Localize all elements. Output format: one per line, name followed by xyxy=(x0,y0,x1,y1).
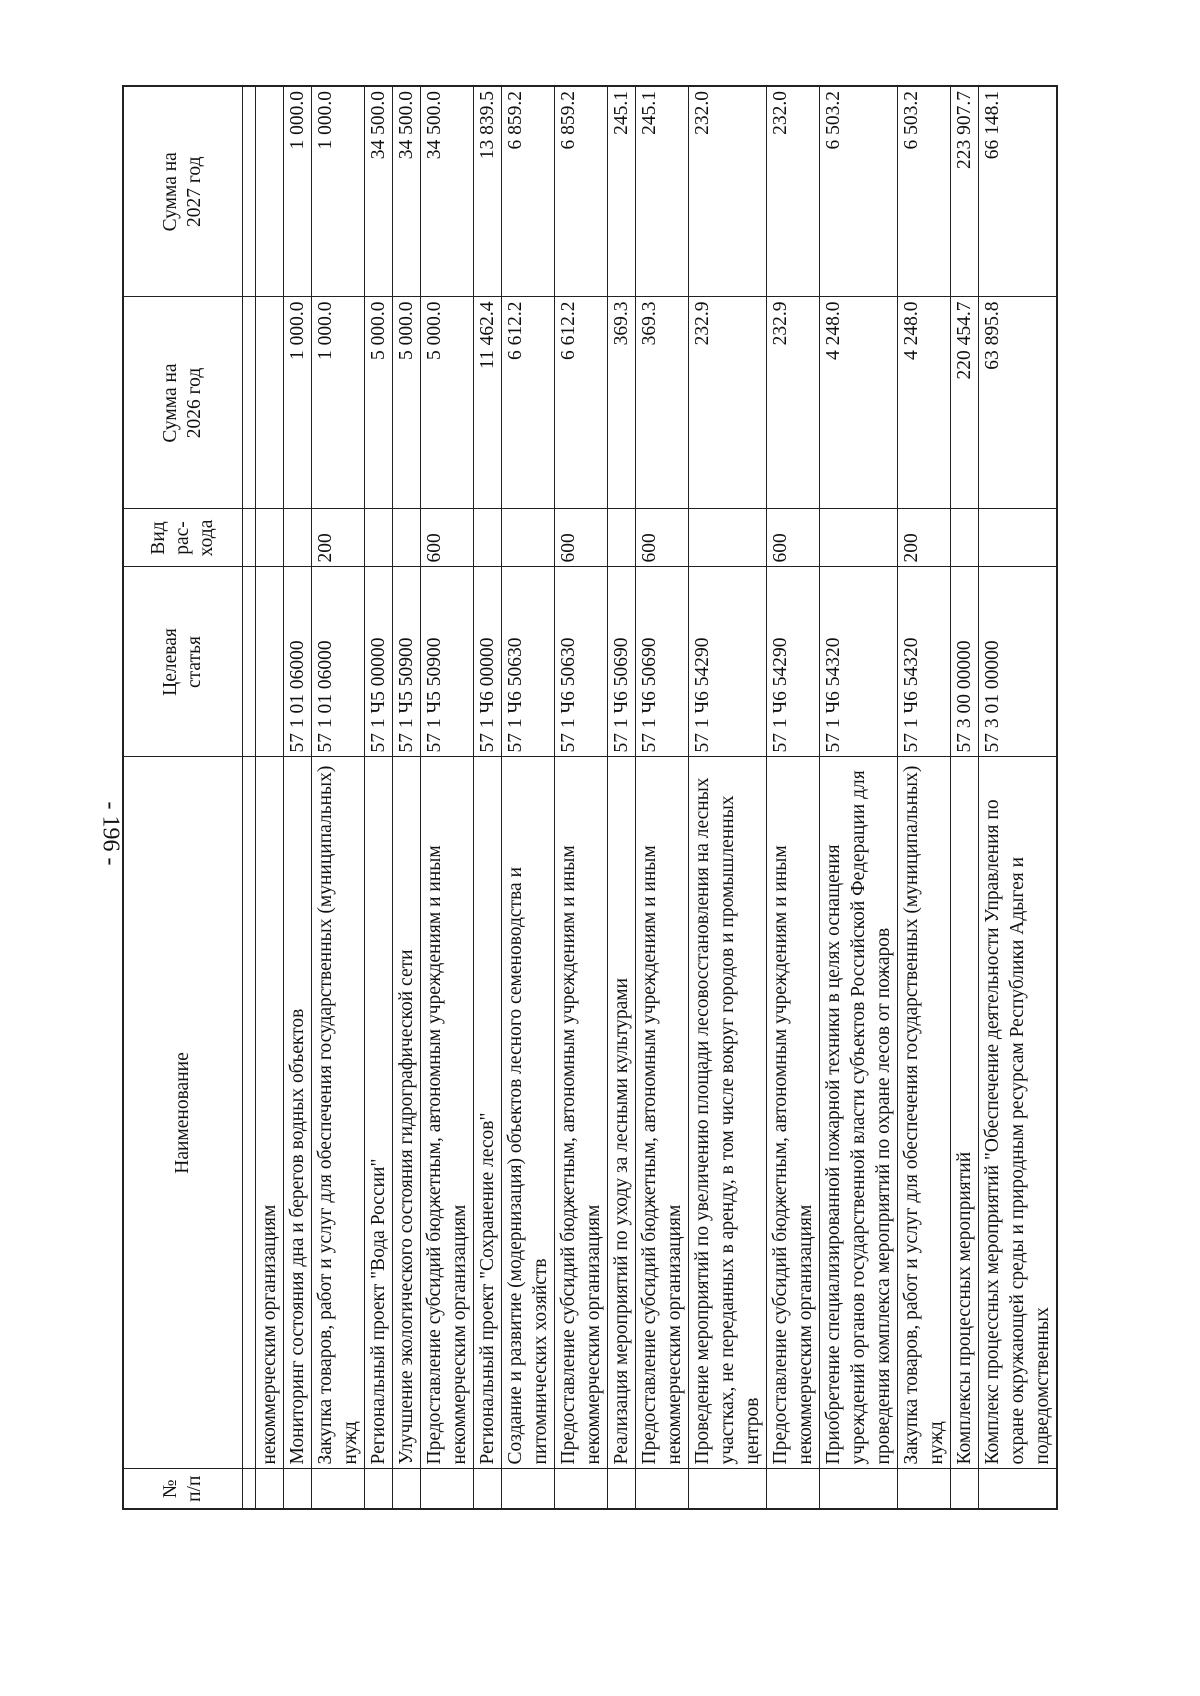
row-num xyxy=(502,1469,555,1509)
row-expense-type xyxy=(689,509,767,567)
table-row xyxy=(312,86,365,1509)
table-row xyxy=(767,86,820,1509)
row-num xyxy=(979,1469,1058,1509)
row-expense-type xyxy=(365,509,393,567)
row-name: Предоставление субсидий бюджетным, автономным учреждениям и иным некоммерческим организациям xyxy=(767,757,820,1469)
row-name: Предоставление субсидий бюджетным, автономным учреждениям и иным некоммерческим организациям xyxy=(636,757,689,1469)
row-expense-type: 600 xyxy=(555,509,608,567)
spacer-row xyxy=(243,86,256,1509)
row-sum-2027: 6 859.2 xyxy=(555,86,608,297)
table-header-row xyxy=(123,86,243,1509)
row-expense-type: 200 xyxy=(898,509,951,567)
row-num xyxy=(393,1469,421,1509)
row-target-article: 57 1 Ч6 54320 xyxy=(898,567,951,757)
table-row xyxy=(636,86,689,1509)
row-expense-type xyxy=(474,509,502,567)
row-num xyxy=(256,1469,284,1509)
row-sum-2027: 6 859.2 xyxy=(502,86,555,297)
table-row xyxy=(421,86,474,1509)
header-expense xyxy=(123,509,243,567)
header-name: Наименование xyxy=(123,757,243,1469)
header-sum-2026-line-1: Сумма на xyxy=(160,363,181,443)
row-target-article: 57 1 01 06000 xyxy=(312,567,365,757)
row-name: Региональный проект "Сохранение лесов" xyxy=(474,757,502,1469)
header-sum-2027-line-1: Сумма на xyxy=(160,152,181,232)
table-row xyxy=(474,86,502,1509)
row-target-article: 57 1 Ч5 50900 xyxy=(393,567,421,757)
row-sum-2027: 245.1 xyxy=(636,86,689,297)
row-target-article: 57 1 Ч6 50690 xyxy=(636,567,689,757)
row-sum-2027 xyxy=(256,86,284,297)
row-target-article xyxy=(256,567,284,757)
row-sum-2026: 5 000.0 xyxy=(421,297,474,509)
row-sum-2026: 63 895.8 xyxy=(979,297,1058,509)
row-sum-2026: 6 612.2 xyxy=(502,297,555,509)
row-name: Реализация мероприятий по уходу за лесными культурами xyxy=(608,757,636,1469)
table-row xyxy=(608,86,636,1509)
row-sum-2027: 1 000.0 xyxy=(312,86,365,297)
row-expense-type xyxy=(608,509,636,567)
header-target-line-2: статья xyxy=(184,636,205,688)
row-name: Мониторинг состояния дна и берегов водных объектов xyxy=(284,757,312,1469)
row-target-article: 57 1 Ч5 00000 xyxy=(365,567,393,757)
row-num xyxy=(951,1469,979,1509)
table-row xyxy=(284,86,312,1509)
page-number: - 196 - xyxy=(97,801,124,866)
row-sum-2027: 6 503.2 xyxy=(898,86,951,297)
row-target-article: 57 3 00 00000 xyxy=(951,567,979,757)
row-sum-2027: 6 503.2 xyxy=(820,86,898,297)
header-target xyxy=(123,567,243,757)
row-name: Закупка товаров, работ и услуг для обеспечения государственных (муниципальных) нужд xyxy=(898,757,951,1469)
row-name: Предоставление субсидий бюджетным, автономным учреждениям и иным некоммерческим организациям xyxy=(421,757,474,1469)
row-sum-2026: 369.3 xyxy=(636,297,689,509)
row-sum-2027: 34 500.0 xyxy=(393,86,421,297)
header-expense-line-3: хода xyxy=(196,519,217,557)
header-expense-line-2: рас- xyxy=(172,521,193,555)
header-sum-2027-line-2: 2027 год xyxy=(184,156,205,227)
row-sum-2026: 369.3 xyxy=(608,297,636,509)
row-sum-2026: 4 248.0 xyxy=(820,297,898,509)
row-sum-2026: 1 000.0 xyxy=(312,297,365,509)
row-sum-2027: 13 839.5 xyxy=(474,86,502,297)
row-num xyxy=(312,1469,365,1509)
header-target-line-1: Целевая xyxy=(160,628,181,696)
row-expense-type xyxy=(502,509,555,567)
header-sum-2026-line-2: 2026 год xyxy=(184,367,205,439)
row-sum-2026: 232.9 xyxy=(689,297,767,509)
row-num xyxy=(421,1469,474,1509)
header-num xyxy=(123,1469,243,1509)
row-num xyxy=(767,1469,820,1509)
table-row xyxy=(820,86,898,1509)
row-num xyxy=(284,1469,312,1509)
row-expense-type xyxy=(951,509,979,567)
row-target-article: 57 1 Ч6 00000 xyxy=(474,567,502,757)
row-sum-2026: 5 000.0 xyxy=(365,297,393,509)
row-expense-type: 600 xyxy=(636,509,689,567)
row-name: Закупка товаров, работ и услуг для обеспечения государственных (муниципальных) нужд xyxy=(312,757,365,1469)
row-target-article: 57 1 Ч6 54290 xyxy=(767,567,820,757)
row-num xyxy=(365,1469,393,1509)
row-name: Комплекс процессных мероприятий "Обеспечение деятельности Управления по охране окружающей среды и природным ресурсам Республики Адыгея и подведомственных xyxy=(979,757,1058,1469)
row-sum-2026: 11 462.4 xyxy=(474,297,502,509)
row-expense-type xyxy=(979,509,1058,567)
row-target-article: 57 1 Ч5 50900 xyxy=(421,567,474,757)
table-row xyxy=(979,86,1058,1509)
row-sum-2026: 5 000.0 xyxy=(393,297,421,509)
row-expense-type xyxy=(284,509,312,567)
row-target-article: 57 1 01 06000 xyxy=(284,567,312,757)
row-num xyxy=(608,1469,636,1509)
row-name: некоммерческим организациям xyxy=(256,757,284,1469)
row-sum-2027: 232.0 xyxy=(689,86,767,297)
row-expense-type: 600 xyxy=(767,509,820,567)
row-target-article: 57 1 Ч6 50630 xyxy=(502,567,555,757)
row-expense-type: 600 xyxy=(421,509,474,567)
table-row xyxy=(256,86,284,1509)
row-sum-2026 xyxy=(256,297,284,509)
row-target-article: 57 1 Ч6 50690 xyxy=(608,567,636,757)
budget-table xyxy=(122,85,1058,1510)
row-name: Проведение мероприятий по увеличению площади лесовосстановления на лесных участках, не переданных в аренду, в том числе вокруг городов и промышленных центров xyxy=(689,757,767,1469)
row-num xyxy=(689,1469,767,1509)
row-num xyxy=(636,1469,689,1509)
table-row xyxy=(555,86,608,1509)
header-num-line-2: п/п xyxy=(184,1475,205,1502)
row-num xyxy=(474,1469,502,1509)
row-target-article: 57 1 Ч6 54320 xyxy=(820,567,898,757)
table-row xyxy=(898,86,951,1509)
table-row xyxy=(393,86,421,1509)
row-sum-2026: 4 248.0 xyxy=(898,297,951,509)
row-name: Создание и развитие (модернизация) объектов лесного семеноводства и питомнических хозяйств xyxy=(502,757,555,1469)
row-expense-type: 200 xyxy=(312,509,365,567)
row-name: Приобретение специализированной пожарной техники в целях оснащения учреждений органов государственной власти субъектов Российской Федерации для проведения комплекса мероприятий по охране лесов от пожаров xyxy=(820,757,898,1469)
header-num-line-1: № xyxy=(160,1479,181,1499)
row-expense-type xyxy=(393,509,421,567)
rotated-table-container xyxy=(122,87,1122,1510)
row-name: Предоставление субсидий бюджетным, автономным учреждениям и иным некоммерческим организациям xyxy=(555,757,608,1469)
row-sum-2026: 220 454.7 xyxy=(951,297,979,509)
header-expense-line-1: Вид xyxy=(148,521,169,555)
row-name: Комплексы процессных мероприятий xyxy=(951,757,979,1469)
row-sum-2026: 1 000.0 xyxy=(284,297,312,509)
row-target-article: 57 1 Ч6 50630 xyxy=(555,567,608,757)
row-sum-2027: 66 148.1 xyxy=(979,86,1058,297)
table-body xyxy=(243,86,1058,1509)
row-expense-type xyxy=(820,509,898,567)
table-row xyxy=(951,86,979,1509)
row-name: Региональный проект "Вода России" xyxy=(365,757,393,1469)
row-expense-type xyxy=(256,509,284,567)
row-sum-2027: 34 500.0 xyxy=(421,86,474,297)
row-name: Улучшение экологического состояния гидрографической сети xyxy=(393,757,421,1469)
header-sum-2026 xyxy=(123,297,243,509)
header-sum-2027 xyxy=(123,86,243,297)
row-sum-2027: 245.1 xyxy=(608,86,636,297)
row-num xyxy=(820,1469,898,1509)
row-sum-2026: 232.9 xyxy=(767,297,820,509)
row-num xyxy=(898,1469,951,1509)
table-row xyxy=(365,86,393,1509)
row-sum-2026: 6 612.2 xyxy=(555,297,608,509)
table-row xyxy=(502,86,555,1509)
row-num xyxy=(555,1469,608,1509)
row-sum-2027: 232.0 xyxy=(767,86,820,297)
row-sum-2027: 1 000.0 xyxy=(284,86,312,297)
row-target-article: 57 1 Ч6 54290 xyxy=(689,567,767,757)
row-sum-2027: 223 907.7 xyxy=(951,86,979,297)
table-row xyxy=(689,86,767,1509)
row-sum-2027: 34 500.0 xyxy=(365,86,393,297)
row-target-article: 57 3 01 00000 xyxy=(979,567,1058,757)
